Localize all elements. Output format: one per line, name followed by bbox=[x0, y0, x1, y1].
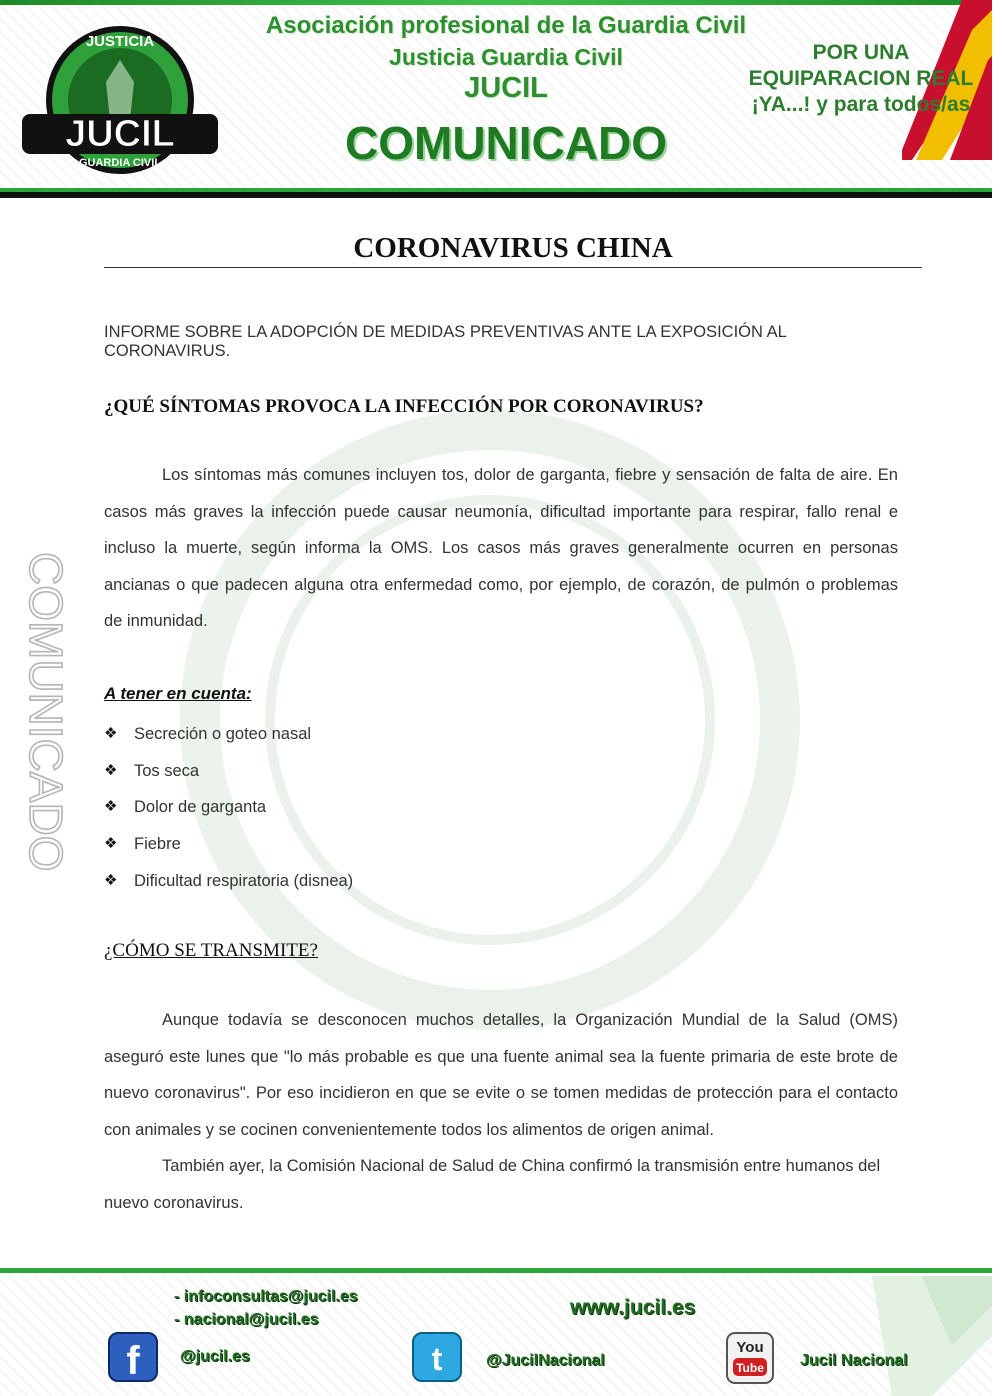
facebook-icon[interactable] bbox=[108, 1332, 158, 1382]
china-paragraph-text: También ayer, la Comisión Nacional de Salud de China confirmó la transmisión entre humanos del nuevo coronavirus. bbox=[104, 1157, 881, 1212]
tener-en-cuenta-heading: A tener en cuenta: bbox=[104, 684, 252, 703]
svg-text:t: t bbox=[431, 1341, 443, 1377]
youtube-icon-text-2: Tube bbox=[736, 1361, 764, 1375]
logo-top-text: JUSTICIA bbox=[85, 33, 155, 50]
slogan bbox=[726, 40, 996, 118]
symptom-list bbox=[104, 716, 353, 899]
slogan-line-2: EQUIPARACION REAL bbox=[748, 67, 974, 90]
symptoms-paragraph bbox=[104, 457, 898, 640]
association-title: Asociación profesional de la Guardia Civil bbox=[265, 12, 747, 39]
jucil-title: JUCIL bbox=[464, 72, 548, 104]
symptoms-heading: ¿QUÉ SÍNTOMAS PROVOCA LA INFECCIÓN POR CORONAVIRUS? bbox=[104, 396, 704, 417]
slogan-line-1: POR UNA bbox=[812, 41, 910, 64]
bullet-diamond-icon: ❖ bbox=[104, 761, 118, 779]
bullet-diamond-icon: ❖ bbox=[104, 835, 118, 853]
list-item-text: Fiebre bbox=[134, 835, 181, 854]
page-footer bbox=[0, 1268, 992, 1396]
email-nacional-link[interactable]: - nacional@jucil.es bbox=[174, 1311, 319, 1328]
website-link[interactable]: www.jucil.es bbox=[570, 1296, 696, 1319]
email-infoconsultas-link[interactable]: - infoconsultas@jucil.es bbox=[174, 1288, 358, 1305]
list-item bbox=[104, 753, 353, 790]
document-title: CORONAVIRUS CHINA bbox=[353, 232, 673, 264]
side-comunicado-label bbox=[18, 552, 72, 944]
bullet-diamond-icon: ❖ bbox=[104, 871, 118, 889]
footer-top-stripe bbox=[0, 1268, 992, 1276]
slogan-line-3: ¡YA...! y para todos/as bbox=[751, 93, 971, 116]
transmission-paragraph-text: Aunque todavía se desconocen muchos detalles, la Organización Mundial de la Salud (OMS) aseguró este lunes que "lo más probable es que una fuente animal sea la fuente primaria de este brote de nuevo coronavirus". Por eso incidieron en que se evite o se tomen medidas de protección para el contacto con animales y se cocinen convenientemente todos los alimentos de origen animal. bbox=[104, 1011, 898, 1139]
list-item bbox=[104, 826, 353, 863]
symptoms-paragraph-text: Los síntomas más comunes incluyen tos, dolor de garganta, fiebre y sensación de falta de aire. En casos más graves la infección puede causar neumonía, dificultad importante para respirar, fallo renal e incluso la muerte, según informa la OMS. Los casos más graves generalmente ocurren en personas ancianas o que padecen alguna otra enfermedad como, por ejemplo, de corazón, de pulmón o problemas de inmunidad. bbox=[104, 466, 898, 631]
twitter-handle-link[interactable]: @JucilNacional bbox=[486, 1352, 605, 1369]
list-item bbox=[104, 716, 353, 753]
list-item-text: Dolor de garganta bbox=[134, 798, 267, 817]
intro-text: INFORME SOBRE LA ADOPCIÓN DE MEDIDAS PREVENTIVAS ANTE LA EXPOSICIÓN AL CORONAVIRUS. bbox=[104, 323, 787, 360]
list-item-text: Dificultad respiratoria (disnea) bbox=[134, 871, 354, 890]
comunicado-title: COMUNICADO bbox=[345, 117, 667, 169]
logo-main-text: JUCIL bbox=[65, 113, 175, 155]
svg-text:f: f bbox=[126, 1339, 140, 1383]
facebook-handle-link[interactable]: @jucil.es bbox=[180, 1348, 250, 1365]
transmission-paragraph bbox=[104, 1002, 898, 1148]
logo-bottom-text: GUARDIA CIVIL bbox=[78, 157, 162, 169]
youtube-icon-text-1: You bbox=[736, 1339, 764, 1356]
footer-decoration-icon bbox=[752, 1276, 992, 1396]
youtube-icon[interactable] bbox=[726, 1332, 774, 1384]
bullet-diamond-icon: ❖ bbox=[104, 725, 118, 743]
twitter-icon[interactable] bbox=[412, 1332, 462, 1382]
youtube-channel-link[interactable]: Jucil Nacional bbox=[800, 1352, 908, 1369]
side-label-text: COMUNICADO bbox=[20, 552, 72, 872]
title-divider bbox=[104, 267, 922, 268]
header-bottom-stripe bbox=[0, 188, 992, 198]
header-top-stripe bbox=[0, 0, 992, 5]
list-item bbox=[104, 789, 353, 826]
page-header bbox=[0, 0, 992, 198]
list-item bbox=[104, 862, 353, 899]
list-item-text: Tos seca bbox=[134, 761, 200, 780]
list-item-text: Secreción o goteo nasal bbox=[134, 725, 312, 744]
china-paragraph bbox=[104, 1148, 898, 1221]
justicia-title: Justicia Guardia Civil bbox=[389, 44, 623, 70]
transmission-heading: ¿CÓMO SE TRANSMITE? bbox=[104, 940, 318, 961]
bullet-diamond-icon: ❖ bbox=[104, 798, 118, 816]
